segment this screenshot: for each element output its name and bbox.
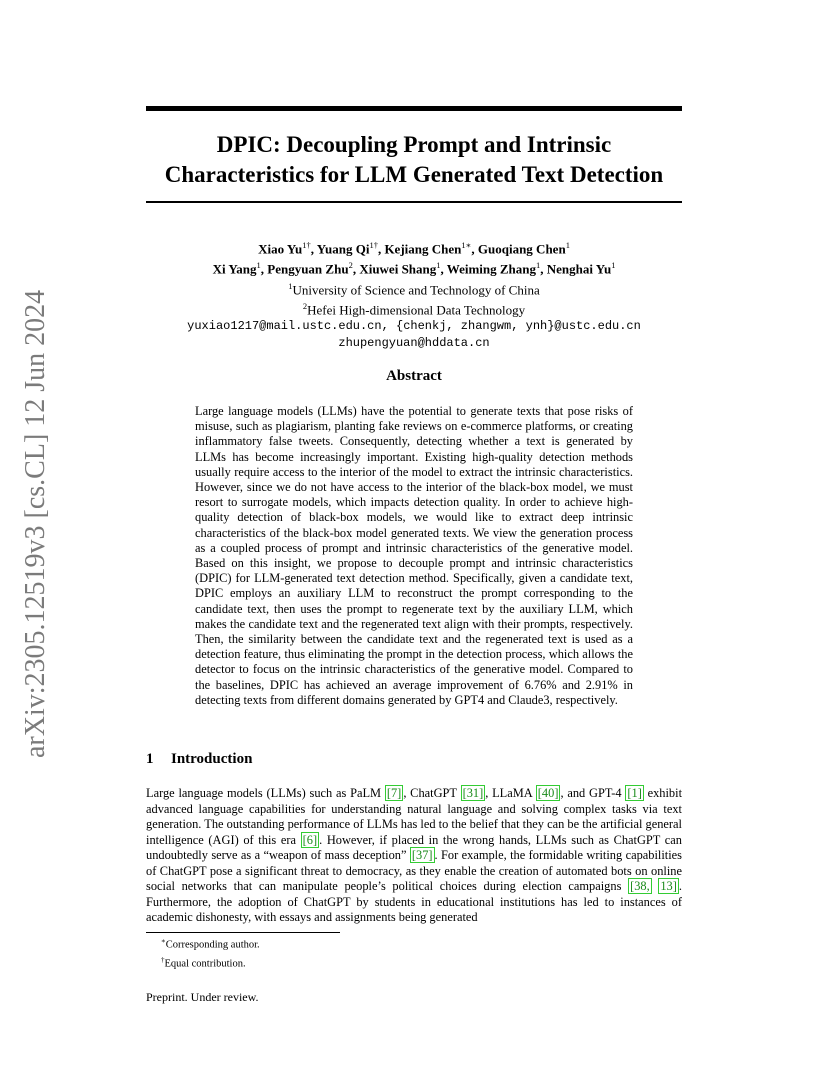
author-name: Yuang Qi	[316, 241, 370, 257]
footnote-mark: ∗	[161, 937, 166, 945]
paper-title	[146, 130, 682, 190]
author-affiliation-mark: 1	[536, 260, 541, 271]
footnote	[161, 953, 260, 972]
author-name: Xiuwei Shang	[359, 261, 437, 277]
intro-text: , LLaMA	[485, 786, 536, 800]
footnote-text: Equal contribution.	[164, 958, 246, 969]
abstract-body: Large language models (LLMs) have the potential to generate texts that pose risks of misuse, such as plagiarism, planting fake reviews on e-commerce platforms, or creating inflammatory false tweets. Consequently, detecting whether a text is generated by LLMs has become increasingly important. Existing high-quality detection methods usually require access to the interior of the model to extract the intrinsic characteristics. However, since we do not have access to the interior of the black-box model, we must resort to surrogate models, which impacts detection quality. In order to achieve high-quality detection of black-box models, we would like to extract deep intrinsic characteristics of the black-box model generated texts. We view the generation process as a coupled process of prompt and intrinsic characteristics of the generative model. Based on this insight, we propose to decouple prompt and intrinsic characteristics (DPIC) for LLM-generated text detection method. Specifically, given a candidate text, DPIC employs an auxiliary LLM to reconstruct the prompt corresponding to the candidate text, then uses the prompt to regenerate text by the auxiliary LLM, which makes the candidate text and the regenerated text align with their prompts, respectively. Then, the similarity between the candidate text and the regenerated text is used as a detection feature, thus eliminating the prompt in the detection process, which allows the detector to focus on the intrinsic characteristics of the generative model. Compared to the baselines, DPIC has achieved an average improvement of 6.76% and 2.91% in detecting texts from different domains generated by GPT4 and Claude3, respectively.	[195, 404, 633, 707]
intro-text: , and GPT-4	[560, 786, 626, 800]
author-affiliation-mark: 1	[436, 260, 441, 271]
affiliation-2	[146, 298, 682, 318]
title-line-2: Characteristics for LLM Generated Text Detection	[164, 162, 664, 187]
intro-text: exhibit advanced language capabilities for understanding natural language and solving complex tasks via text generation. The outstanding performance of LLMs has led to the belief that they can be the artificial general intelligence (AGI) of this era	[146, 786, 683, 847]
author-affiliation-mark: 1†	[302, 240, 311, 250]
citation-link[interactable]: [37]	[411, 848, 433, 862]
author-affiliation-mark: 1†	[369, 240, 378, 250]
author-affiliation-mark: 1∗	[461, 240, 472, 250]
citation-link[interactable]: [6]	[302, 832, 318, 847]
author-name: Kejiang Chen	[384, 241, 462, 257]
footnote-text: Corresponding author.	[165, 939, 260, 951]
title-line-1: DPIC: Decoupling Prompt and Intrinsic	[216, 132, 612, 157]
affiliation-1-text: University of Science and Technology of China	[292, 281, 540, 297]
affiliation-2-mark: 2	[302, 300, 308, 311]
author-name: Xiao Yu	[258, 241, 303, 257]
intro-text: , ChatGPT	[403, 786, 461, 800]
author-affiliation-mark: 1	[256, 260, 261, 271]
citation-link[interactable]: 13]	[660, 879, 677, 893]
author-emails-2: zhupengyuan@hddata.cn	[338, 336, 490, 351]
author-affiliation-mark: 1	[565, 240, 570, 250]
introduction-heading	[146, 751, 252, 768]
citation-link[interactable]: [40]	[537, 786, 559, 800]
citation-link[interactable]: [31]	[462, 786, 484, 800]
author-affiliation-mark: 1	[611, 260, 616, 271]
intro-text: . However, if placed in the wrong hands, LLMs such as ChatGPT can undoubtedly serve as a “weapon of mass deception”	[146, 832, 682, 862]
author-name: Nenghai Yu	[546, 261, 612, 277]
footnote-rule	[146, 932, 340, 933]
affiliation-1-mark: 1	[288, 280, 293, 291]
author-name: Xi Yang	[212, 261, 257, 277]
preprint-note: Preprint. Under review.	[146, 990, 259, 1004]
intro-text: . For example, the formidable writing capabilities of ChatGPT pose a significant threat to democracy, as they enable the creation of automated bots on online social networks that can manipulate people’s political choices during election campaigns	[146, 848, 682, 893]
footnote-mark: †	[161, 955, 165, 964]
abstract-heading: Abstract	[386, 368, 442, 384]
title-bottom-rule	[146, 201, 682, 203]
affiliation-1	[146, 278, 682, 298]
author-name: Guoqiang Chen	[477, 241, 566, 257]
author-affiliation-mark: 2	[348, 260, 353, 271]
author-line-2: Xi Yang$^1$, Pengyuan Zhu$^2$, Xiuwei Shang$^1$, Weiming Zhang$^1$, Nenghai Yu$^1$	[212, 260, 616, 277]
section-number: 1	[146, 751, 154, 767]
affiliation-2-text: Hefei High-dimensional Data Technology	[307, 302, 526, 318]
section-title: Introduction	[171, 751, 253, 767]
arxiv-identifier-stamp: arXiv:2305.12519v3 [cs.CL] 12 Jun 2024	[20, 289, 51, 758]
citation-link[interactable]: [38,	[630, 879, 650, 893]
introduction-body	[146, 786, 682, 926]
author-block	[146, 237, 682, 352]
author-line-1: Xiao $Yu^{1\dagger}$, Yuang $Qi^{1\dagger}$, Kejiang Chen$^{1∗}$, Guoqiang Chen$^1$	[258, 240, 570, 257]
citation-link[interactable]: [7]	[386, 786, 402, 800]
intro-text: Large language models (LLMs) such as PaLM	[146, 786, 385, 800]
citation-link[interactable]: [1]	[627, 786, 642, 800]
footnote	[161, 934, 260, 953]
author-name: Weiming Zhang	[446, 261, 536, 277]
author-emails-1: yuxiao1217@mail.ustc.edu.cn, {chenkj, zhangwm, ynh}@ustc.edu.cn	[187, 319, 641, 334]
title-top-rule	[146, 106, 682, 111]
footnotes	[161, 934, 260, 971]
intro-text: . Furthermore, the adoption of ChatGPT by students in educational institutions has led to instances of academic dishonesty, with essays and assignments being generated	[146, 879, 682, 924]
author-name: Pengyuan Zhu	[267, 261, 349, 277]
